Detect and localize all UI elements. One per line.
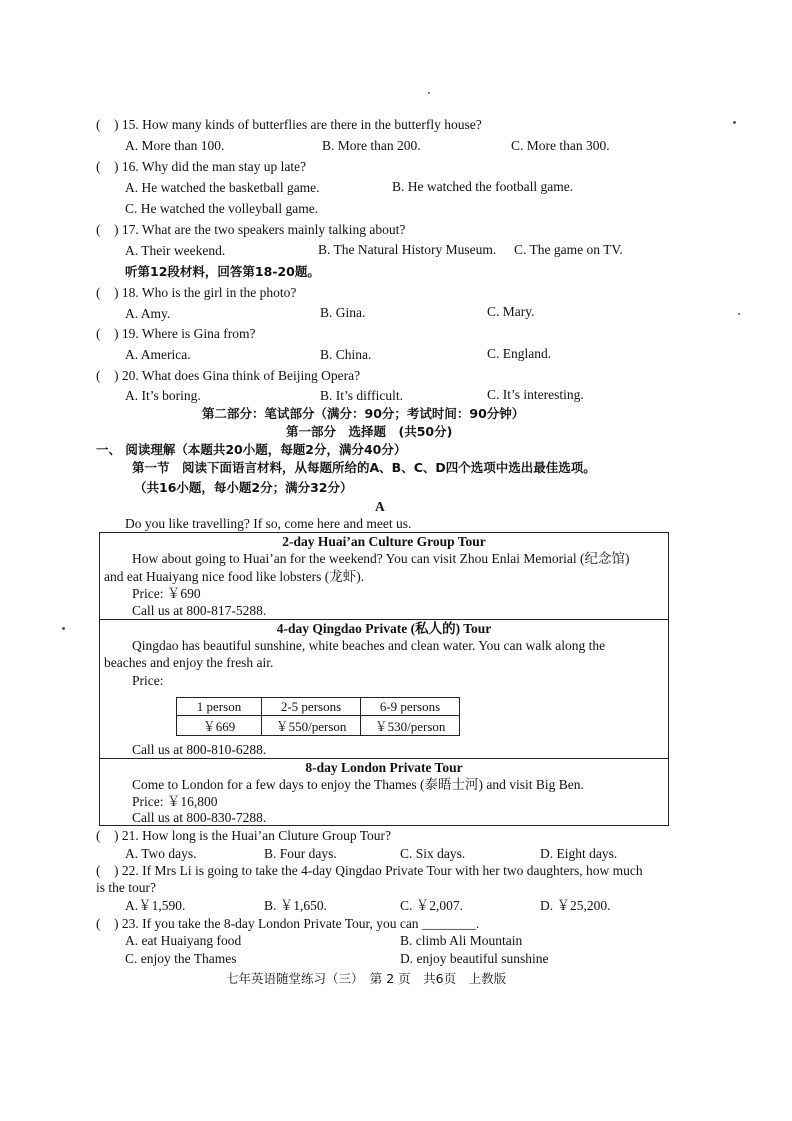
question-17-option-b: B. The Natural History Museum. xyxy=(318,242,497,257)
tour-3-title: 8-day London Private Tour xyxy=(305,760,463,775)
tour-1-description-line-2: and eat Huaiyang nice food like lobsters (龙虾). xyxy=(104,569,365,584)
question-23-option-a: A. eat Huaiyang food xyxy=(125,933,242,948)
question-23-stem: ( ) 23. If you take the 8-day London Private Tour, you can ________. xyxy=(96,916,480,931)
question-22-option-d: D. ￥25,200. xyxy=(540,898,611,913)
section-one-instruction: 第一节 阅读下面语言材料，从每题所给的A、B、C、D四个选项中选出最佳选项。 xyxy=(132,460,596,475)
price-table-header: 1 person xyxy=(177,698,262,716)
question-17-option-c: C. The game on TV. xyxy=(514,242,623,257)
question-15-option-b: B. More than 200. xyxy=(322,138,421,153)
question-15-option-c: C. More than 300. xyxy=(511,138,610,153)
question-15-stem: ( ) 15. How many kinds of butterflies are there in the butterfly house? xyxy=(96,117,482,132)
question-23-option-b: B. climb Ali Mountain xyxy=(400,933,523,948)
question-23-option-c: C. enjoy the Thames xyxy=(125,951,237,966)
passage-label: A xyxy=(375,499,385,514)
question-21-option-d: D. Eight days. xyxy=(540,846,618,861)
part-two-title: 第二部分：笔试部分（满分：90分；考试时间：90分钟） xyxy=(202,406,525,421)
question-16-stem: ( ) 16. Why did the man stay up late? xyxy=(96,159,307,174)
question-18-stem: ( ) 18. Who is the girl in the photo? xyxy=(96,285,297,300)
tour-1-title: 2-day Huai’an Culture Group Tour xyxy=(282,534,486,549)
tour-1-phone: Call us at 800-817-5288. xyxy=(132,603,267,618)
tour-2-description-line-1: Qingdao has beautiful sunshine, white beaches and clean water. You can walk along the xyxy=(132,638,606,653)
question-20-option-b: B. It’s difficult. xyxy=(320,388,403,403)
tour-2-phone: Call us at 800-810-6288. xyxy=(132,742,267,757)
question-21-option-b: B. Four days. xyxy=(264,846,337,861)
question-22-stem: ( ) 22. If Mrs Li is going to take the 4-day Qingdao Private Tour with her two daughters, how much xyxy=(96,863,643,878)
question-18-option-b: B. Gina. xyxy=(320,305,366,320)
question-18-option-c: C. Mary. xyxy=(487,304,535,319)
scan-speck xyxy=(738,313,740,315)
question-19-stem: ( ) 19. Where is Gina from? xyxy=(96,326,256,341)
question-20-stem: ( ) 20. What does Gina think of Beijing Opera? xyxy=(96,368,361,383)
tour-3-price: Price: ￥16,800 xyxy=(132,794,218,809)
tour-2-price-label: Price: xyxy=(132,673,164,688)
question-21-stem: ( ) 21. How long is the Huai’an Cluture Group Tour? xyxy=(96,828,392,843)
scan-speck xyxy=(733,121,736,124)
question-23-option-d: D. enjoy beautiful sunshine xyxy=(400,951,549,966)
passage-intro: Do you like travelling? If so, come here and meet us. xyxy=(125,516,412,531)
section-one-note: （共16小题，每小题2分；满分32分） xyxy=(134,480,353,495)
question-18-option-a: A. Amy. xyxy=(125,306,171,321)
price-table-header: 6-9 persons xyxy=(361,698,460,716)
question-21-option-c: C. Six days. xyxy=(400,846,466,861)
instruction-section-12: 听第12段材料，回答第18-20题。 xyxy=(125,264,320,279)
question-16-option-a: A. He watched the basketball game. xyxy=(125,180,320,195)
question-22-option-b: B. ￥1,650. xyxy=(264,898,328,913)
question-17-option-a: A. Their weekend. xyxy=(125,243,226,258)
question-19-option-c: C. England. xyxy=(487,346,552,361)
scan-speck xyxy=(428,92,430,94)
tour-divider-2 xyxy=(100,758,668,759)
question-22-option-c: C. ￥2,007. xyxy=(400,898,464,913)
page-footer: 七年英语随堂练习（三） 第 2 页 共6页 上教版 xyxy=(226,971,507,986)
price-table-cell: ￥530/person xyxy=(361,716,460,736)
tour-2-price-table xyxy=(176,697,460,736)
question-20-option-c: C. It’s interesting. xyxy=(487,387,584,402)
question-19-option-a: A. America. xyxy=(125,347,191,362)
question-16-option-b: B. He watched the football game. xyxy=(392,179,574,194)
price-table-cell: ￥550/person xyxy=(262,716,361,736)
part-one-title: 第一部分 选择题 (共50分) xyxy=(286,424,453,439)
question-17-stem: ( ) 17. What are the two speakers mainly talking about? xyxy=(96,222,406,237)
question-19-option-b: B. China. xyxy=(320,347,372,362)
tour-2-title: 4-day Qingdao Private (私人的) Tour xyxy=(276,621,492,636)
tour-divider-1 xyxy=(100,619,668,620)
question-15-option-a: A. More than 100. xyxy=(125,138,225,153)
question-21-option-a: A. Two days. xyxy=(125,846,197,861)
price-table-header: 2-5 persons xyxy=(262,698,361,716)
question-22-option-a: A.￥1,590. xyxy=(125,898,186,913)
reading-section-title: 一、 阅读理解（本题共20小题，每题2分，满分40分） xyxy=(96,442,407,457)
tour-1-description-line-1: How about going to Huai’an for the weekend? You can visit Zhou Enlai Memorial (纪念馆) xyxy=(132,551,630,566)
question-16-option-c: C. He watched the volleyball game. xyxy=(125,201,319,216)
price-table-cell: ￥669 xyxy=(177,716,262,736)
scan-speck xyxy=(62,627,65,630)
tour-1-price: Price: ￥690 xyxy=(132,586,201,601)
tour-2-description-line-2: beaches and enjoy the fresh air. xyxy=(104,655,274,670)
tour-3-description: Come to London for a few days to enjoy the Thames (泰晤士河) and visit Big Ben. xyxy=(132,777,584,792)
tours-box xyxy=(99,532,669,826)
tour-3-phone: Call us at 800-830-7288. xyxy=(132,810,267,825)
question-22-stem-continued: is the tour? xyxy=(96,880,156,895)
question-20-option-a: A. It’s boring. xyxy=(125,388,201,403)
